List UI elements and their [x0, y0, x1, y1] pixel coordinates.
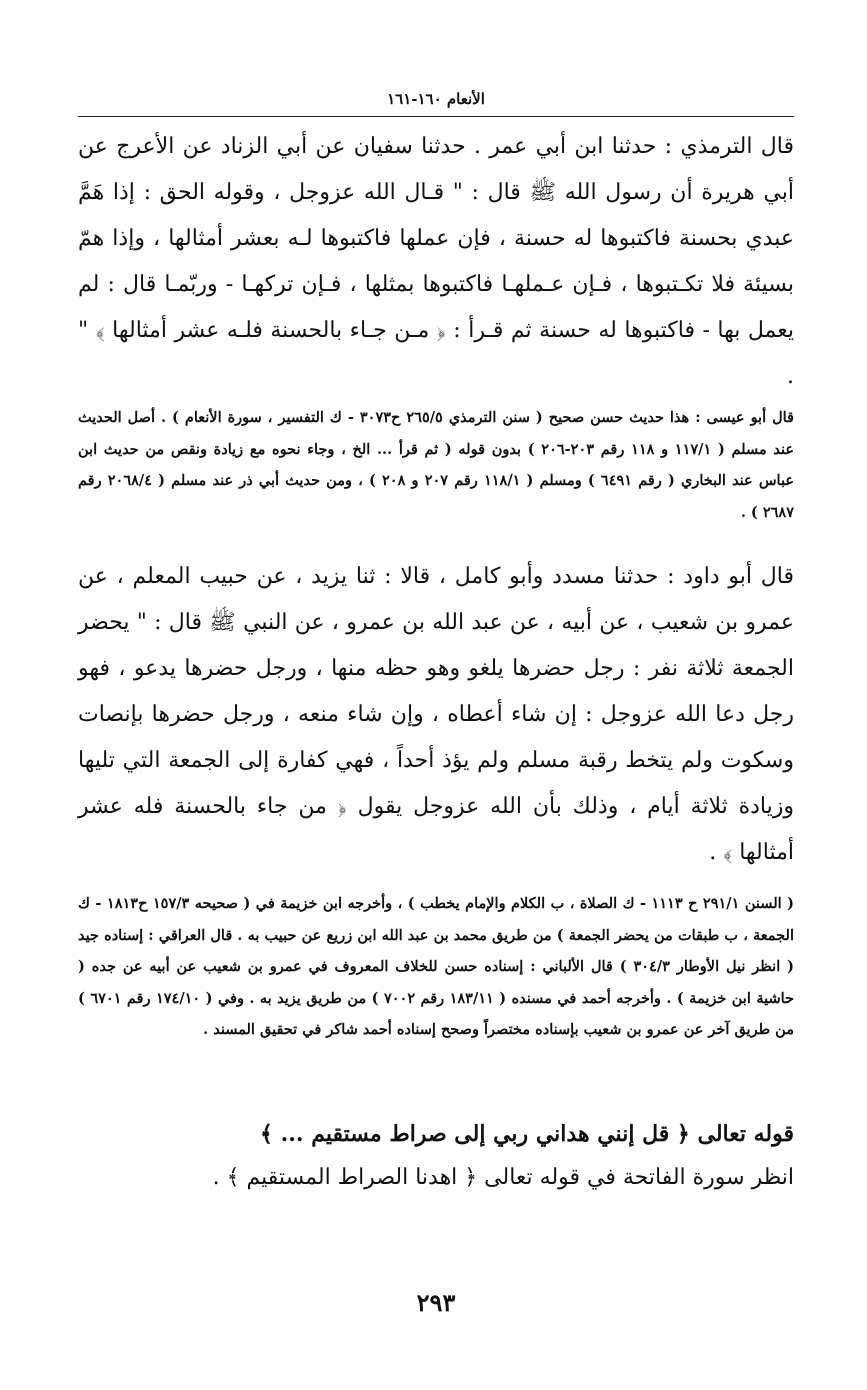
- tirmidhi-note-block: [78, 402, 794, 528]
- tirmidhi-hadith-paragraph: قال الترمذي : حدثنا ابن أبي عمر . حدثنا سفيان عن أبي الزناد عن الأعرج عن أبي هريرة أن رسول الله ﷺ قال : " قـال الله عزوجل ، وقوله الحق : إذا هَمَّ عبدي بحسنة فاكتبوها له حسنة ، فإن عملها فاكتبوها لـه بعشر أمثالها ، وإذا همّ بسيئة فلا تكـتبوها ، فـإن عـملهـا فاكتبوها بمثلها ، فـإن تركهـا - وربّمـا قال : لم يعمل بها - فاكتبوها له حسنة ثم قـرأ : ﴿ مـن جـاء بالحسنة فلـه عشر أمثالها ﴾ " .: [78, 134, 794, 389]
- verse-heading-block: [78, 1112, 794, 1156]
- page-number: ٢٩٣: [416, 1288, 456, 1317]
- tirmidhi-takhrij-note: قال أبو عيسى : هذا حديث حسن صحيح ( سنن الترمذي ٢٦٥/٥ ح٣٠٧٣ - ك التفسير ، سورة الأنعام ) . أصل الحديث عند مسلم ( ١١٧/١ و ١١٨ رقم ٢٠٣-٢٠٦ ) بدون قوله ( ثم قرأ ... الخ ، وجاء نحوه مع زيادة ونقص من حديث ابن عباس عند البخاري ( رقم ٦٤٩١ ) ومسلم ( ١١٨/١ رقم ٢٠٧ و ٢٠٨ ) ، ومن حديث أبي ذر عند مسلم ( ٢٠٦٨/٤ رقم ٢٦٨٧ ) .: [78, 409, 795, 521]
- tirmidhi-hadith-block: [78, 124, 794, 400]
- header-divider: [78, 116, 794, 117]
- abu-dawud-note-block: [78, 888, 794, 1046]
- fatiha-reference-block: [78, 1156, 794, 1200]
- abu-dawud-hadith-block: [78, 554, 794, 876]
- fatiha-reference: انظر سورة الفاتحة في قوله تعالى ﴿ اهدنا الصراط المستقيم ﴾ .: [212, 1165, 794, 1190]
- verse-heading: قوله تعالى ﴿ قل إنني هداني ربي إلى صراط مستقيم ... ﴾: [260, 1121, 794, 1147]
- abu-dawud-hadith-paragraph: قال أبو داود : حدثنا مسدد وأبو كامل ، قالا : ثنا يزيد ، عن حبيب المعلم ، عن عمرو بن شعيب ، عن أبيه ، عن عبد الله بن عمرو ، عن النبي ﷺ قال : " يحضر الجمعة ثلاثة نفر : رجل حضرها يلغو وهو حظه منها ، ورجل حضرها يدعو ، فهو رجل دعا الله عزوجل : إن شاء أعطاه ، وإن شاء منعه ، ورجل حضرها بإنصات وسكوت ولم يتخط رقبة مسلم ولم يؤذ أحداً ، فهي كفارة إلى الجمعة التي تليها وزيادة ثلاثة أيام ، وذلك بأن الله عزوجل يقول ﴿ من جاء بالحسنة فله عشر أمثالها ﴾ .: [78, 564, 794, 865]
- abu-dawud-takhrij-note: ( السنن ٢٩١/١ ح ١١١٣ - ك الصلاة ، ب الكلام والإمام يخطب ) ، وأخرجه ابن خزيمة في ( صحيحه ١٥٧/٣ ح١٨١٣ - ك الجمعة ، ب طبقات من يحضر الجمعة ) من طريق محمد بن عبد الله ابن زريع عن حبيب به . قال العراقي : إسناده جيد ( انظر نيل الأوطار ٣٠٤/٣ ) قال الألباني : إسناده حسن للخلاف المعروف في عمرو بن شعيب عن أبيه عن جده ( حاشية ابن خزيمة ) . وأخرجه أحمد في مسنده ( ١٨٣/١١ رقم ٧٠٠٢ ) من طريق يزيد به . وفي ( ١٧٤/١٠ رقم ٦٧٠١ ) من طريق آخر عن عمرو بن شعيب بإسناده مختصراً وصحح إسناده أحمد شاكر في تحقيق المسند .: [78, 895, 794, 1038]
- running-header: الأنعام ١٦٠-١٦١: [387, 90, 485, 108]
- book-page: [78, 0, 794, 1390]
